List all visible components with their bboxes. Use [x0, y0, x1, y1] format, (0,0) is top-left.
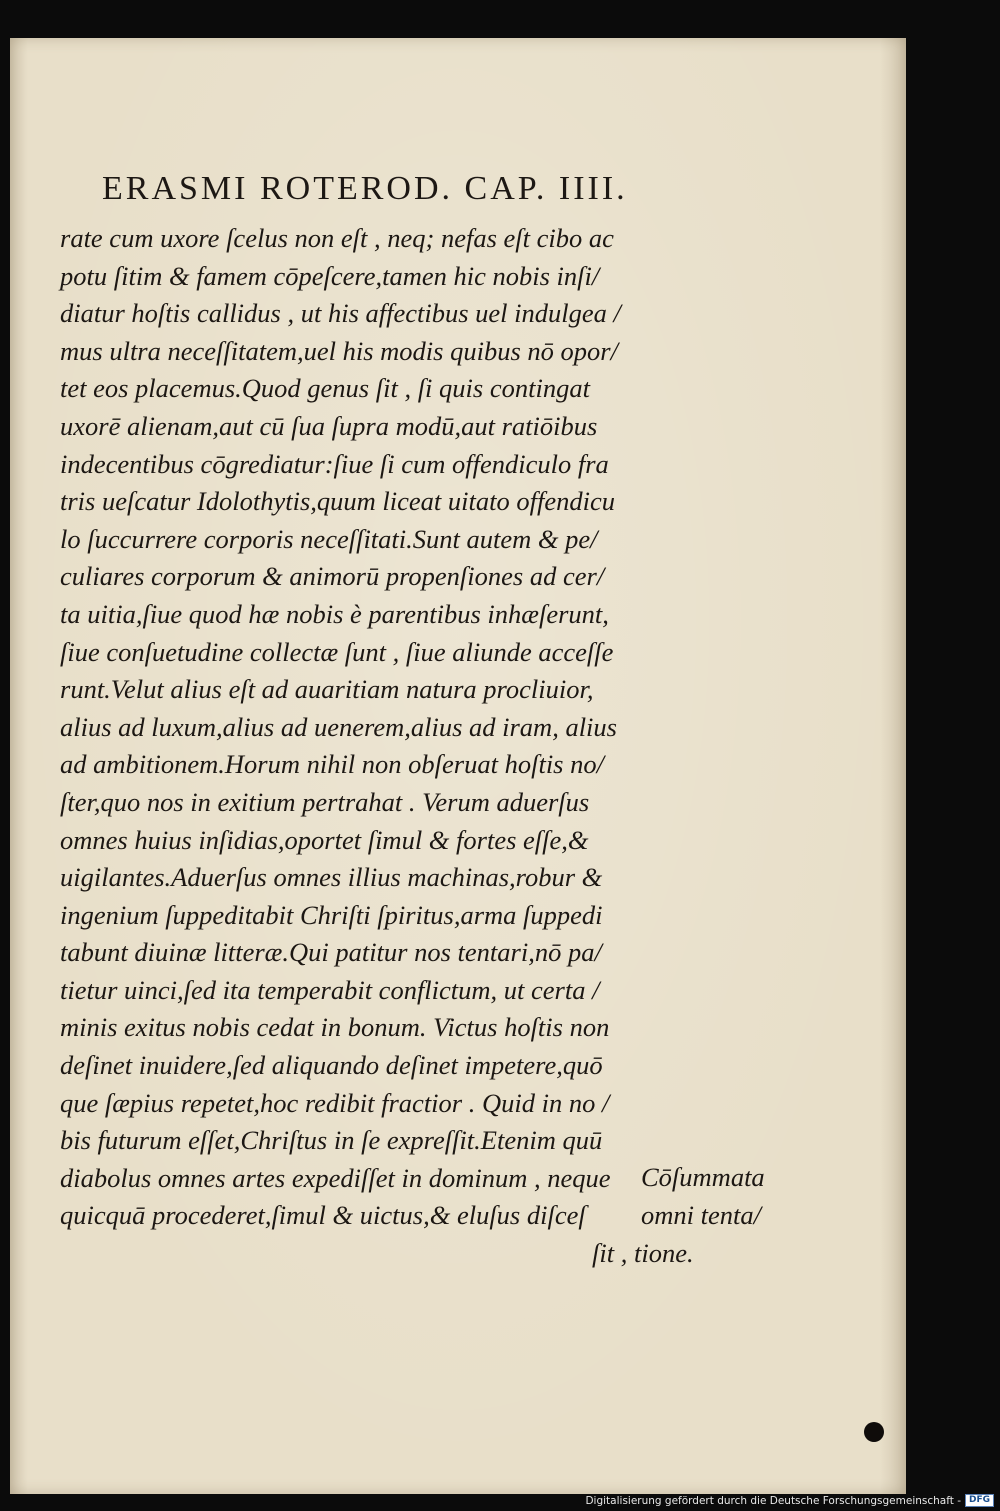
- page-body-text: [60, 220, 800, 1273]
- text-line: quicquā procederet,ſimul & uictus,& eluſus diſceſ: [60, 1200, 586, 1231]
- running-header: ERASMI ROTEROD. CAP. IIII.: [102, 170, 628, 207]
- text-line: deſinet inuidere,ſed aliquando deſinet impetere,quō: [60, 1050, 603, 1081]
- text-line: indecentibus cōgrediatur:ſiue ſi cum offendiculo fra: [60, 448, 609, 479]
- text-line: tabunt diuinæ litteræ.Qui patitur nos tentari,nō pa/: [60, 937, 602, 968]
- text-line: minis exitus nobis cedat in bonum. Victus hoſtis non: [60, 1012, 610, 1043]
- text-line: ingenium ſuppeditabit Chriſti ſpiritus,arma ſuppedi: [60, 899, 603, 930]
- marginal-note: [641, 1159, 821, 1234]
- text-line: tris ueſcatur Idolothytis,quum liceat uitato offendicu: [60, 486, 615, 517]
- text-line: ta uitia,ſiue quod hæ nobis è parentibus inhæſerunt,: [60, 598, 609, 629]
- ink-dot: [864, 1422, 884, 1442]
- text-line: tietur uinci,ſed ita temperabit conflictum, ut certa /: [60, 974, 600, 1005]
- text-line: ſit , tione.: [592, 1238, 694, 1269]
- text-line: runt.Velut alius eſt ad auaritiam natura procliuior,: [60, 674, 594, 705]
- text-line: ad ambitionem.Horum nihil non obſeruat hoſtis no/: [60, 749, 604, 780]
- margin-note-line: omni tenta/: [641, 1199, 761, 1230]
- text-line: alius ad luxum,alius ad uenerem,alius ad iram, alius: [60, 711, 617, 742]
- text-line: potu ſitim & famem cōpeſcere,tamen hic nobis inſi/: [60, 260, 600, 291]
- book-page: [10, 38, 906, 1494]
- text-line: uigilantes.Aduerſus omnes illius machinas,robur &: [60, 862, 603, 893]
- text-line: bis futurum eſſet,Chriſtus in ſe expreſſit.Etenim quū: [60, 1125, 603, 1156]
- text-line: ſiue conſuetudine collectæ ſunt , ſiue aliunde acceſſe: [60, 636, 614, 667]
- margin-note-line: Cōſummata: [641, 1162, 765, 1192]
- text-line: rate cum uxore ſcelus non eſt , neq; nefas eſt cibo ac: [60, 223, 614, 253]
- text-line: diabolus omnes artes expediſſet in dominum , neque: [60, 1162, 611, 1193]
- text-line: culiares corporum & animorū propenſiones ad cer/: [60, 561, 605, 592]
- text-line: que ſæpius repetet,hoc redibit fractior . Quid in no /: [60, 1087, 610, 1118]
- text-line: uxorē alienam,aut cū ſua ſupra modū,aut ratiōibus: [60, 410, 598, 441]
- text-line: ſter,quo nos in exitium pertrahat . Verum aduerſus: [60, 786, 590, 817]
- text-line: tet eos placemus.Quod genus ſit , ſi quis contingat: [60, 373, 590, 404]
- digitization-credit: [585, 1494, 994, 1507]
- text-line: mus ultra neceſſitatem,uel his modis quibus nō opor/: [60, 335, 618, 366]
- text-line: lo ſuccurrere corporis neceſſitati.Sunt autem & pe/: [60, 523, 598, 554]
- text-line: omnes huius inſidias,oportet ſimul & fortes eſſe,&: [60, 824, 589, 855]
- credit-text: Digitalisierung gefördert durch die Deutsche Forschungsgemeinschaft -: [585, 1494, 961, 1507]
- dfg-logo-icon: DFG: [965, 1494, 994, 1507]
- text-line: diatur hoſtis callidus , ut his affectibus uel indulgea /: [60, 298, 621, 329]
